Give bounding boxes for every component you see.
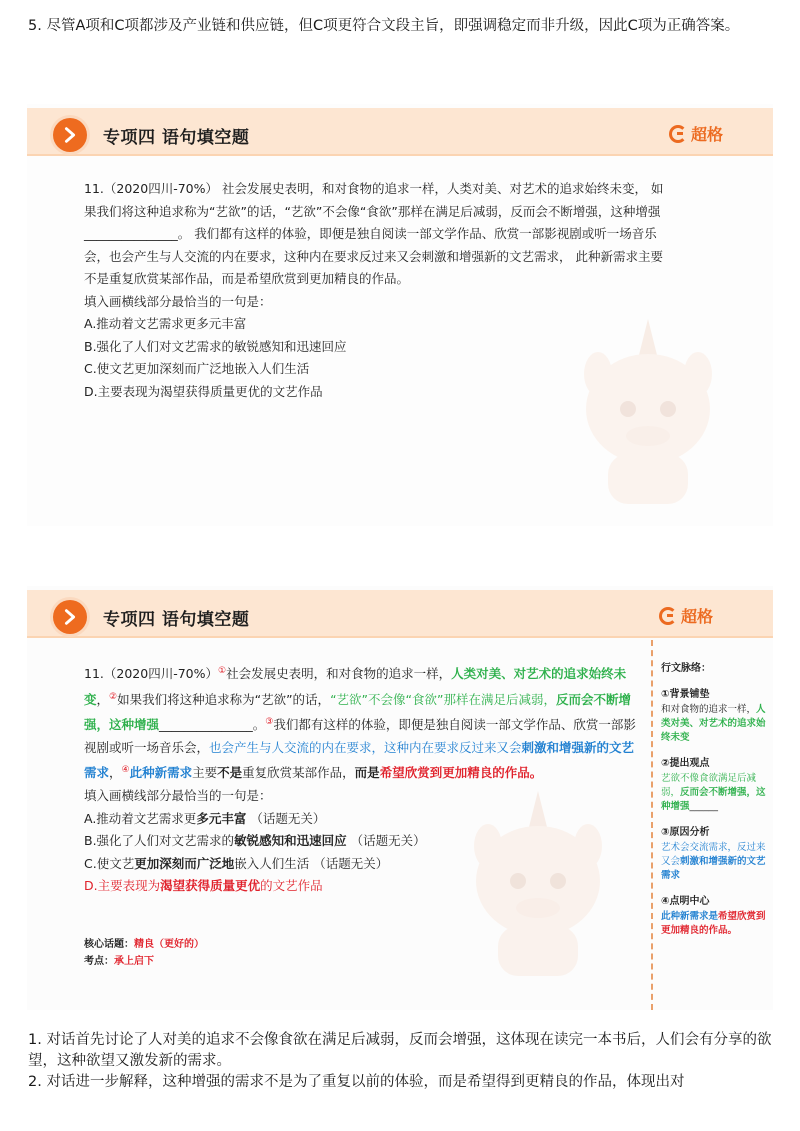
brand-logo — [669, 122, 723, 145]
analysis-footer — [84, 936, 204, 970]
option-a: A.推动着文艺需求更多元丰富 — [84, 316, 247, 331]
question-prompt: 填入画横线部分最恰当的一句是： — [84, 293, 272, 309]
annotated-stem: 11.（2020四川-70%）①社会发展史表明，和对食物的追求一样，人类对美、对艺术的追求始终未变，②如果我们将这种追求称为“艺欲”的话，“艺欲”不会像“食欲”那样在满足后减弱，反而会不断增强，这种增强_______________。③我们都有这样的体验，即便是独自阅读一部文学作品、欣赏一部影视剧或听一场音乐会，也会产生与人交流的内在要求，这种内在要求反过来又会刺激和增强新的文艺需求，④此种新需求主要不是重复欣赏某部作品，而是希望欣赏到更加精良的作品。 — [84, 666, 636, 781]
question-stem: 11.（2020四川-70%） 社会发展史表明，和对食物的追求一样，人类对美、对艺术的追求始终未变， 如果我们将这种追求称为“艺欲”的话，“艺欲”不会像“食欲”那样在满足后减弱，反而会不断增强，这种增强_______________。 我们都有这样的体验，即便是独自阅读一部文学作品、欣赏一部影视剧或听一场音乐会，也会产生与人交流的内在要求，这种内在要求反过来又会刺激和增强新的文艺需求， 此种新需求主要不是重复欣赏某部作品，而是希望欣赏到更加精良的作品。 — [84, 181, 664, 286]
brand-name: 超格 — [690, 125, 723, 144]
annotated-option-d-correct: D.主要表现为渴望获得质量更优的文艺作品 — [84, 878, 323, 894]
chevron-right-icon — [53, 118, 87, 152]
question-text — [84, 178, 664, 403]
question-slide — [27, 104, 773, 526]
note-1: 1. 对话首先讨论了人对美的追求不会像食欲在满足后减弱，反而会增强，这体现在读完一本书后，人们会有分享的欲望，这种欲望又激发新的需求。 — [28, 1032, 772, 1069]
slide-title: 专项四 语句填空题 — [103, 610, 250, 630]
note-2: 2. 对话进一步解释，这种增强的需求不是为了重复以前的体验，而是希望得到更精良的作品，体现出对 — [28, 1074, 685, 1090]
structure-sidebar — [651, 640, 773, 1010]
slide-title: 专项四 语句填空题 — [103, 128, 250, 148]
annotated-option-c: C.使文艺更加深刻而广泛地嵌入人们生活 （话题无关） — [84, 855, 389, 871]
sidebar-heading: 行文脉络： — [661, 663, 711, 674]
chevron-right-icon — [53, 600, 87, 634]
sidebar-block-background: ①背景铺垫 和对食物的追求一样，人类对美、对艺术的追求始终未变 — [661, 689, 766, 743]
option-b: B.强化了人们对文艺需求的敏锐感知和迅速回应 — [84, 338, 347, 354]
annotated-option-a: A.推动着文艺需求更多元丰富 （话题无关） — [84, 810, 326, 826]
bottom-explanation — [28, 1030, 774, 1093]
annotated-option-b: B.强化了人们对文艺需求的敏锐感知和迅速回应 （话题无关） — [84, 833, 426, 849]
brand-name: 超格 — [680, 607, 713, 626]
test-point: 考点：承上启下 — [84, 956, 154, 967]
brand-g-icon — [669, 125, 687, 143]
annotated-question — [84, 660, 644, 898]
top-explanation: 5. 尽管A项和C项都涉及产业链和供应链，但C项更符合文段主旨，即强调稳定而非升级，因此C项为正确答案。 — [28, 18, 740, 34]
option-c: C.使文艺更加深刻而广泛地嵌入人们生活 — [84, 361, 310, 376]
sidebar-block-reason: ③原因分析 艺术会交流需求，反过来又会刺激和增强新的文艺需求 — [661, 827, 766, 881]
sidebar-block-viewpoint: ②提出观点 艺欲不像食欲满足后减弱，反而会不断增强，这种增强______ — [661, 758, 766, 812]
analysis-slide — [27, 586, 773, 1010]
brand-logo — [659, 604, 713, 627]
sidebar-block-center: ④点明中心 此种新需求是希望欣赏到更加精良的作品。 — [661, 896, 766, 936]
question-prompt: 填入画横线部分最恰当的一句是： — [84, 788, 272, 804]
brand-g-icon — [659, 607, 677, 625]
option-d: D.主要表现为渴望获得质量更优的文艺作品 — [84, 383, 323, 399]
core-topic: 核心话题：精良（更好的） — [84, 939, 204, 950]
